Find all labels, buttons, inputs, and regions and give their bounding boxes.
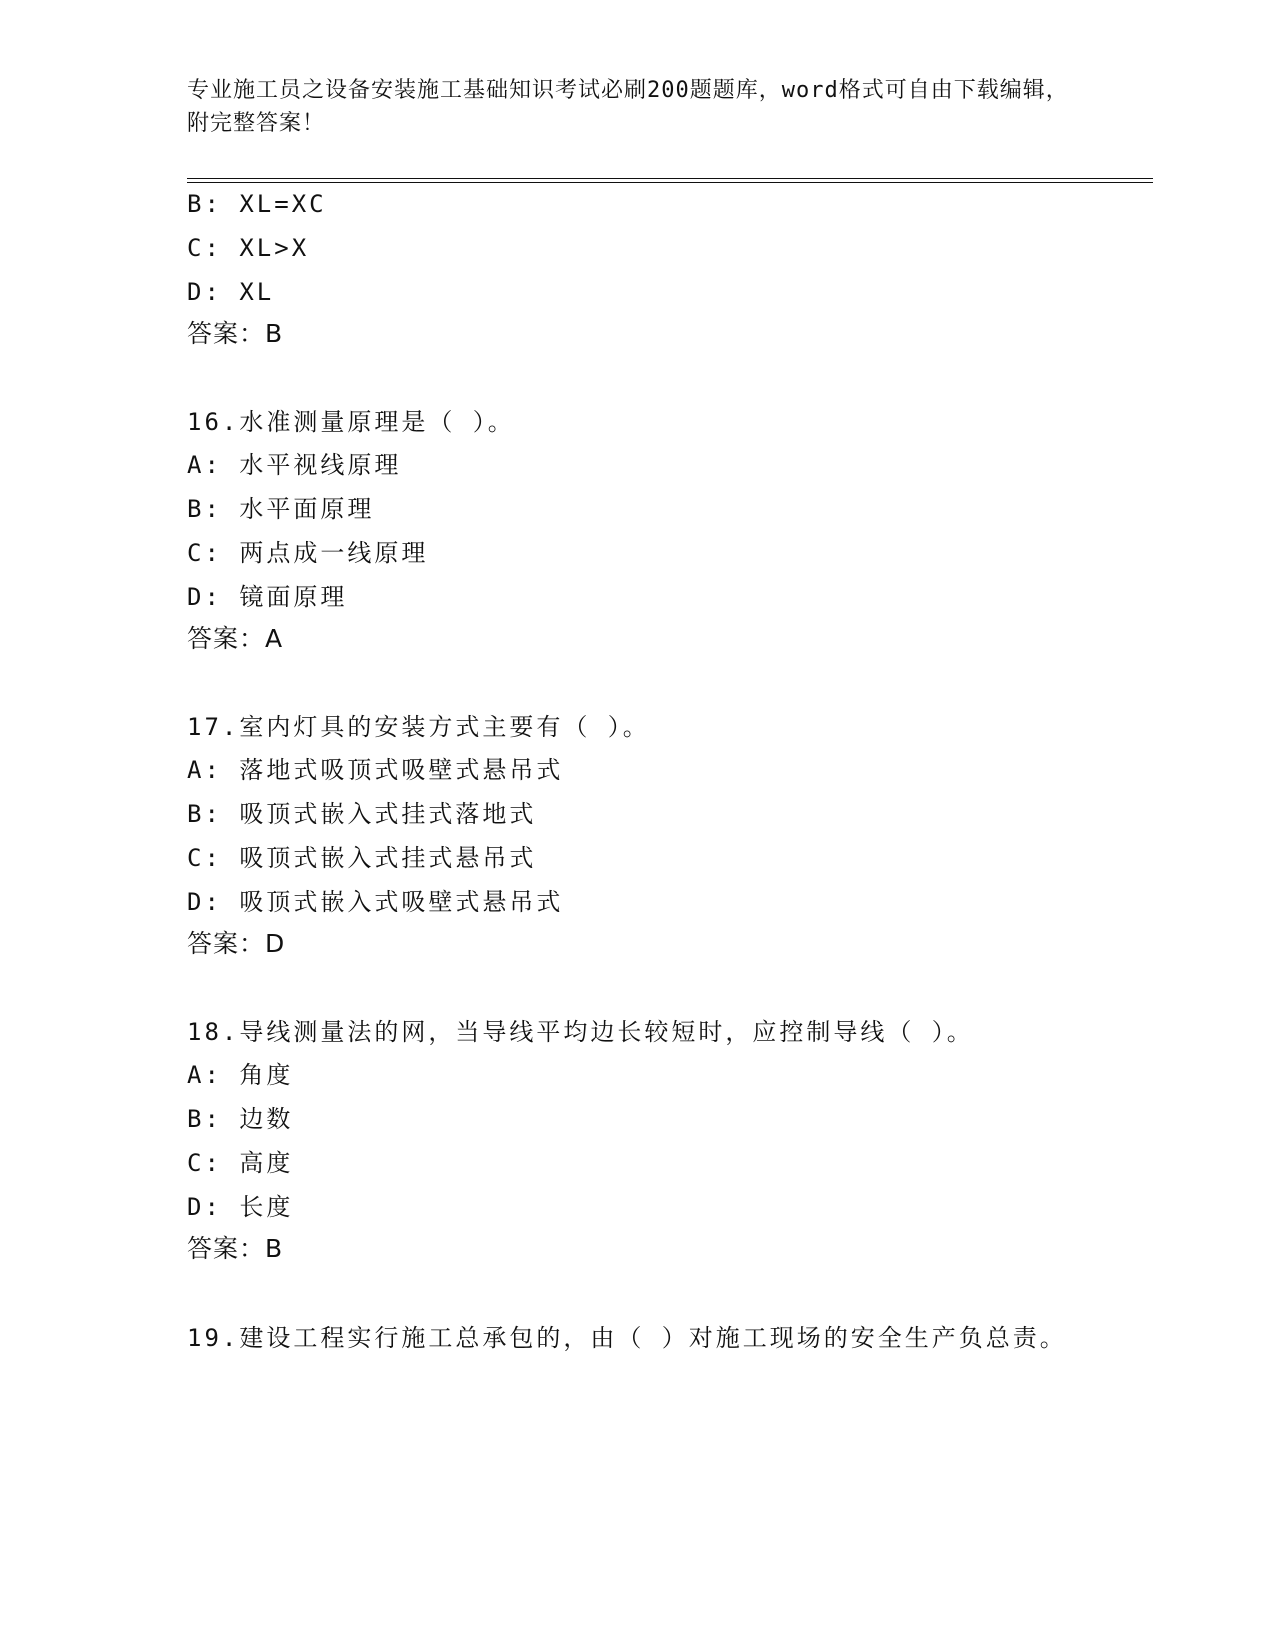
option-c: C: 两点成一线原理 [187,539,429,567]
header-rule-top [187,178,1153,179]
option-c: C: 高度 [187,1149,294,1177]
option-c: C: XL>X [187,234,310,262]
header-rule-bottom [187,182,1153,183]
option-b: B: 水平面原理 [187,495,375,523]
option-a: A: 角度 [187,1061,294,1089]
question-stem: 18.导线测量法的网，当导线平均边长较短时，应控制导线（ ）。 [187,1018,974,1046]
document-header: 专业施工员之设备安装施工基础知识考试必刷200题题库，word格式可自由下载编辑，附完整答案！ [187,78,1069,136]
option-b: B: XL=XC [187,190,327,218]
answer: 答案：B [187,1234,284,1263]
option-b: B: 吸顶式嵌入式挂式落地式 [187,800,537,828]
option-a: A: 水平视线原理 [187,451,402,479]
option-a: A: 落地式吸顶式吸壁式悬吊式 [187,756,564,784]
question-stem: 17.室内灯具的安装方式主要有（ ）。 [187,713,650,741]
answer: 答案：B [187,319,284,348]
question-stem: 19.建设工程实行施工总承包的，由（ ）对施工现场的安全生产负总责。 [187,1324,1067,1352]
answer: 答案：D [187,929,286,958]
option-d: D: XL [187,278,275,306]
question-stem: 16.水准测量原理是（ ）。 [187,408,515,436]
option-c: C: 吸顶式嵌入式挂式悬吊式 [187,844,537,872]
option-d: D: 镜面原理 [187,583,348,611]
option-b: B: 边数 [187,1105,294,1133]
option-d: D: 吸顶式嵌入式吸壁式悬吊式 [187,888,564,916]
option-d: D: 长度 [187,1193,294,1221]
answer: 答案：A [187,624,284,653]
